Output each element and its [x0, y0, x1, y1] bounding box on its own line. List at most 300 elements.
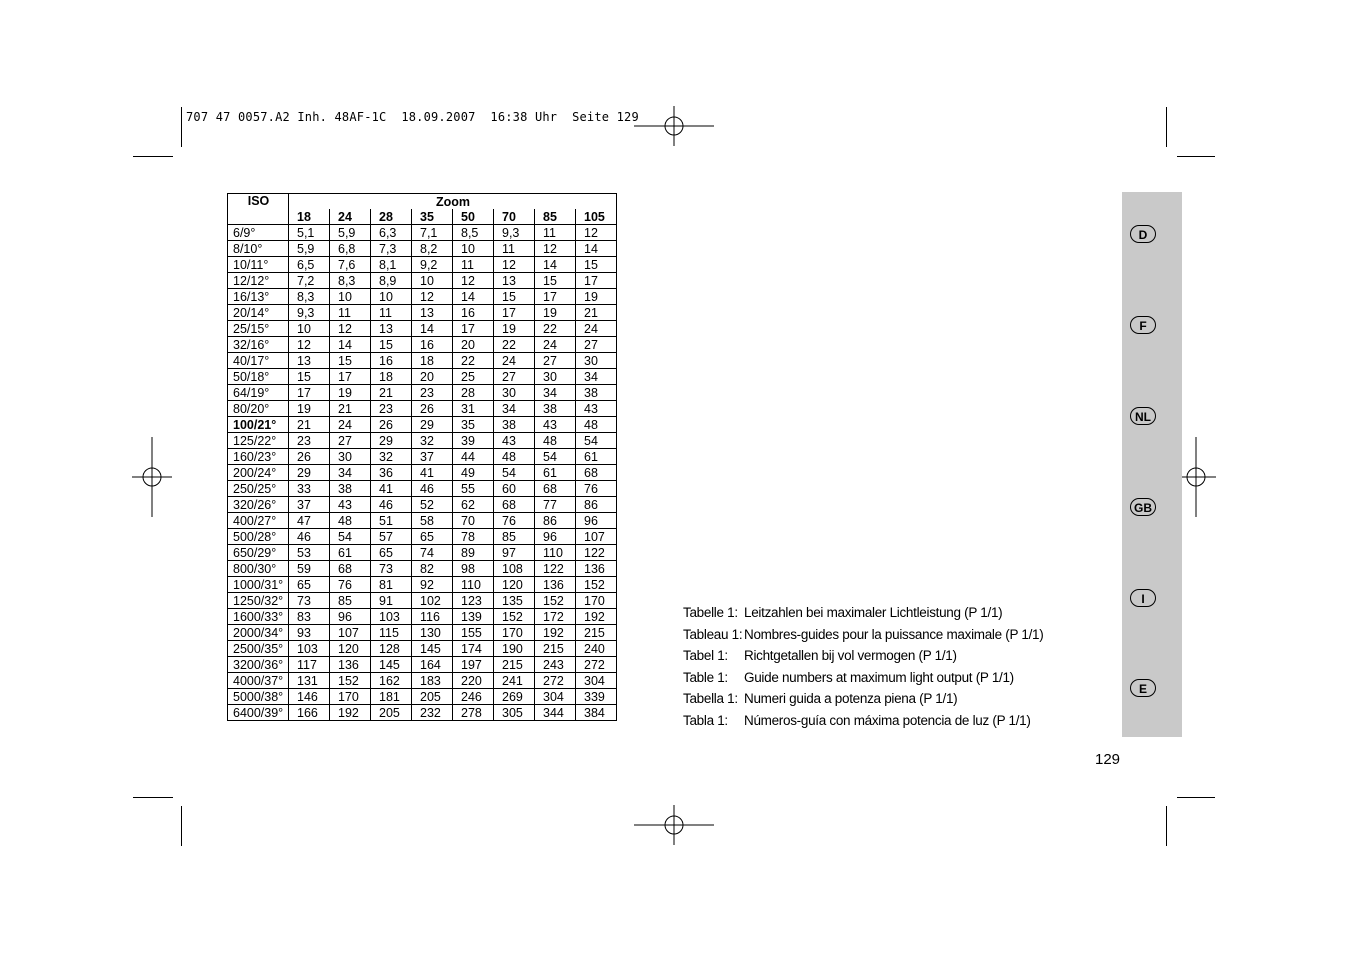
guide-number-cell: 103: [289, 641, 330, 657]
guide-number-cell: 146: [289, 689, 330, 705]
guide-number-cell: 17: [453, 321, 494, 337]
table-row: [228, 369, 617, 385]
guide-number-cell: 15: [535, 273, 576, 289]
guide-number-cell: 22: [453, 353, 494, 369]
guide-number-cell: 192: [576, 609, 617, 625]
table-row: [228, 529, 617, 545]
caption-line: [683, 624, 1043, 646]
crop-mark: [133, 797, 173, 798]
guide-number-cell: 14: [453, 289, 494, 305]
caption-line: [683, 688, 1043, 710]
guide-number-cell: 174: [453, 641, 494, 657]
guide-number-cell: 11: [330, 305, 371, 321]
guide-number-cell: 49: [453, 465, 494, 481]
guide-number-cell: 8,1: [371, 257, 412, 273]
guide-number-cell: 62: [453, 497, 494, 513]
guide-number-cell: 21: [330, 401, 371, 417]
guide-number-cell: 11: [494, 241, 535, 257]
guide-number-cell: 27: [494, 369, 535, 385]
guide-number-cell: 29: [371, 433, 412, 449]
guide-number-cell: 117: [289, 657, 330, 673]
registration-mark-icon: [132, 437, 172, 517]
guide-number-cell: 96: [535, 529, 576, 545]
table-row: [228, 241, 617, 257]
iso-cell: 32/16°: [228, 337, 289, 353]
iso-cell: 20/14°: [228, 305, 289, 321]
guide-number-cell: 55: [453, 481, 494, 497]
guide-number-cell: 51: [371, 513, 412, 529]
language-badge-i: I: [1130, 589, 1156, 607]
guide-number-cell: 152: [576, 577, 617, 593]
guide-number-cell: 37: [412, 449, 453, 465]
guide-number-cell: 9,2: [412, 257, 453, 273]
guide-number-cell: 205: [371, 705, 412, 721]
guide-number-cell: 83: [289, 609, 330, 625]
guide-number-cell: 76: [494, 513, 535, 529]
guide-number-cell: 68: [535, 481, 576, 497]
guide-number-cell: 305: [494, 705, 535, 721]
table-row: [228, 657, 617, 673]
guide-number-cell: 166: [289, 705, 330, 721]
guide-number-cell: 46: [289, 529, 330, 545]
guide-number-cell: 21: [576, 305, 617, 321]
guide-number-cell: 272: [576, 657, 617, 673]
guide-number-cell: 15: [330, 353, 371, 369]
guide-number-cell: 68: [494, 497, 535, 513]
guide-number-cell: 32: [412, 433, 453, 449]
guide-number-cell: 8,3: [289, 289, 330, 305]
guide-number-cell: 8,5: [453, 225, 494, 241]
zoom-value: 28: [371, 209, 412, 225]
guide-number-cell: 183: [412, 673, 453, 689]
iso-cell: 1250/32°: [228, 593, 289, 609]
guide-number-cell: 11: [371, 305, 412, 321]
guide-number-cell: 10: [289, 321, 330, 337]
guide-number-cell: 30: [535, 369, 576, 385]
guide-number-cell: 243: [535, 657, 576, 673]
guide-number-cell: 8,2: [412, 241, 453, 257]
guide-number-cell: 131: [289, 673, 330, 689]
guide-number-cell: 85: [494, 529, 535, 545]
guide-number-cell: 12: [289, 337, 330, 353]
guide-number-cell: 34: [330, 465, 371, 481]
zoom-value: 85: [535, 209, 576, 225]
guide-number-cell: 43: [494, 433, 535, 449]
guide-number-cell: 145: [371, 657, 412, 673]
guide-number-cell: 23: [371, 401, 412, 417]
caption-text: Números-guía con máxima potencia de luz (P 1/1): [744, 712, 1031, 728]
registration-mark-icon: [634, 106, 714, 146]
guide-number-table: [227, 193, 617, 721]
iso-cell: 2500/35°: [228, 641, 289, 657]
caption-line: [683, 667, 1043, 689]
page-number: 129: [1095, 751, 1121, 768]
guide-number-cell: 12: [576, 225, 617, 241]
table-row: [228, 545, 617, 561]
guide-number-cell: 54: [535, 449, 576, 465]
guide-number-cell: 155: [453, 625, 494, 641]
guide-number-cell: 34: [494, 401, 535, 417]
iso-cell: 25/15°: [228, 321, 289, 337]
caption-label: Tabella 1:: [683, 691, 738, 706]
guide-number-cell: 36: [371, 465, 412, 481]
guide-number-cell: 192: [535, 625, 576, 641]
language-badge-nl: NL: [1130, 407, 1156, 425]
guide-number-cell: 27: [535, 353, 576, 369]
guide-number-cell: 22: [535, 321, 576, 337]
guide-number-cell: 384: [576, 705, 617, 721]
guide-number-cell: 38: [330, 481, 371, 497]
guide-number-cell: 37: [289, 497, 330, 513]
table-row: [228, 577, 617, 593]
guide-number-cell: 35: [453, 417, 494, 433]
guide-number-cell: 120: [494, 577, 535, 593]
guide-number-cell: 6,8: [330, 241, 371, 257]
guide-number-cell: 11: [535, 225, 576, 241]
guide-number-cell: 192: [330, 705, 371, 721]
caption-text: Guide numbers at maximum light output (P 1/1): [744, 669, 1014, 685]
guide-number-cell: 107: [576, 529, 617, 545]
registration-mark-icon: [634, 805, 714, 845]
table-row: [228, 273, 617, 289]
caption-line: [683, 710, 1043, 732]
guide-number-cell: 304: [535, 689, 576, 705]
guide-number-cell: 93: [289, 625, 330, 641]
guide-number-cell: 58: [412, 513, 453, 529]
guide-number-cell: 97: [494, 545, 535, 561]
guide-number-cell: 136: [330, 657, 371, 673]
guide-number-cell: 17: [289, 385, 330, 401]
table-row: [228, 433, 617, 449]
guide-number-cell: 30: [494, 385, 535, 401]
guide-number-cell: 41: [412, 465, 453, 481]
guide-number-cell: 38: [494, 417, 535, 433]
guide-number-cell: 304: [576, 673, 617, 689]
iso-cell: 125/22°: [228, 433, 289, 449]
guide-number-cell: 96: [576, 513, 617, 529]
guide-number-cell: 152: [494, 609, 535, 625]
crop-mark: [181, 107, 182, 147]
guide-number-cell: 123: [453, 593, 494, 609]
iso-cell: 40/17°: [228, 353, 289, 369]
iso-cell: 250/25°: [228, 481, 289, 497]
guide-number-cell: 15: [576, 257, 617, 273]
iso-cell: 160/23°: [228, 449, 289, 465]
caption-label: Tabelle 1:: [683, 605, 738, 620]
guide-number-cell: 5,9: [289, 241, 330, 257]
guide-number-cell: 278: [453, 705, 494, 721]
guide-number-cell: 61: [535, 465, 576, 481]
iso-cell: 3200/36°: [228, 657, 289, 673]
guide-number-cell: 19: [330, 385, 371, 401]
guide-number-cell: 82: [412, 561, 453, 577]
guide-number-cell: 128: [371, 641, 412, 657]
guide-number-cell: 14: [576, 241, 617, 257]
guide-number-cell: 31: [453, 401, 494, 417]
guide-number-cell: 339: [576, 689, 617, 705]
guide-number-cell: 22: [494, 337, 535, 353]
table-row: [228, 593, 617, 609]
guide-number-cell: 76: [576, 481, 617, 497]
guide-number-cell: 232: [412, 705, 453, 721]
guide-number-cell: 17: [330, 369, 371, 385]
guide-number-cell: 65: [289, 577, 330, 593]
iso-cell: 800/30°: [228, 561, 289, 577]
guide-number-cell: 122: [576, 545, 617, 561]
guide-number-cell: 215: [576, 625, 617, 641]
guide-number-cell: 205: [412, 689, 453, 705]
guide-number-cell: 13: [412, 305, 453, 321]
guide-number-cell: 34: [576, 369, 617, 385]
table-row: [228, 225, 617, 241]
guide-number-cell: 12: [453, 273, 494, 289]
table-row: [228, 257, 617, 273]
guide-number-cell: 10: [453, 241, 494, 257]
guide-number-cell: 19: [494, 321, 535, 337]
guide-number-cell: 39: [453, 433, 494, 449]
guide-number-cell: 17: [576, 273, 617, 289]
table-captions: [683, 602, 1043, 731]
caption-text: Numeri guida a potenza piena (P 1/1): [744, 691, 958, 706]
guide-number-cell: 61: [330, 545, 371, 561]
guide-number-cell: 23: [289, 433, 330, 449]
guide-number-cell: 6,3: [371, 225, 412, 241]
guide-number-cell: 6,5: [289, 257, 330, 273]
guide-number-cell: 7,1: [412, 225, 453, 241]
guide-number-cell: 15: [371, 337, 412, 353]
language-badge-e: E: [1130, 679, 1156, 697]
table-row: [228, 449, 617, 465]
iso-cell: 12/12°: [228, 273, 289, 289]
iso-cell: 200/24°: [228, 465, 289, 481]
guide-number-cell: 130: [412, 625, 453, 641]
iso-cell: 400/27°: [228, 513, 289, 529]
guide-number-cell: 246: [453, 689, 494, 705]
guide-number-cell: 16: [412, 337, 453, 353]
table-row: [228, 641, 617, 657]
guide-number-cell: 272: [535, 673, 576, 689]
zoom-value: 70: [494, 209, 535, 225]
guide-number-cell: 46: [371, 497, 412, 513]
guide-number-cell: 52: [412, 497, 453, 513]
guide-number-cell: 25: [453, 369, 494, 385]
guide-number-cell: 54: [330, 529, 371, 545]
guide-number-cell: 41: [371, 481, 412, 497]
iso-cell: 10/11°: [228, 257, 289, 273]
zoom-value: 50: [453, 209, 494, 225]
iso-cell: 64/19°: [228, 385, 289, 401]
guide-number-cell: 24: [535, 337, 576, 353]
iso-cell: 8/10°: [228, 241, 289, 257]
iso-cell: 16/13°: [228, 289, 289, 305]
guide-number-cell: 10: [371, 289, 412, 305]
table-row: [228, 673, 617, 689]
guide-number-cell: 108: [494, 561, 535, 577]
guide-number-cell: 18: [412, 353, 453, 369]
caption-text: Richtgetallen bij vol vermogen (P 1/1): [744, 648, 957, 663]
table-row: [228, 609, 617, 625]
guide-number-cell: 89: [453, 545, 494, 561]
guide-number-cell: 136: [535, 577, 576, 593]
guide-number-cell: 26: [289, 449, 330, 465]
guide-number-cell: 30: [330, 449, 371, 465]
iso-cell: 1600/33°: [228, 609, 289, 625]
iso-cell: 100/21°: [228, 417, 289, 433]
guide-number-cell: 24: [576, 321, 617, 337]
guide-number-cell: 48: [330, 513, 371, 529]
guide-number-cell: 43: [576, 401, 617, 417]
guide-number-cell: 152: [535, 593, 576, 609]
guide-number-cell: 81: [371, 577, 412, 593]
iso-cell: 500/28°: [228, 529, 289, 545]
guide-number-cell: 152: [330, 673, 371, 689]
guide-number-cell: 57: [371, 529, 412, 545]
guide-number-cell: 13: [289, 353, 330, 369]
guide-number-cell: 12: [412, 289, 453, 305]
guide-number-cell: 13: [494, 273, 535, 289]
guide-number-cell: 122: [535, 561, 576, 577]
guide-number-cell: 170: [494, 625, 535, 641]
guide-number-cell: 7,2: [289, 273, 330, 289]
crop-mark: [1177, 156, 1215, 157]
guide-number-cell: 85: [330, 593, 371, 609]
table-row: [228, 689, 617, 705]
guide-number-cell: 8,9: [371, 273, 412, 289]
guide-number-cell: 77: [535, 497, 576, 513]
guide-number-cell: 241: [494, 673, 535, 689]
guide-number-cell: 103: [371, 609, 412, 625]
guide-number-cell: 54: [576, 433, 617, 449]
guide-number-cell: 19: [289, 401, 330, 417]
guide-number-cell: 5,9: [330, 225, 371, 241]
guide-number-cell: 44: [453, 449, 494, 465]
guide-number-cell: 269: [494, 689, 535, 705]
caption-label: Table 1:: [683, 669, 728, 685]
guide-number-cell: 110: [535, 545, 576, 561]
iso-cell: 6400/39°: [228, 705, 289, 721]
guide-number-cell: 181: [371, 689, 412, 705]
table-row: [228, 337, 617, 353]
print-header: 707 47 0057.A2 Inh. 48AF-1C 18.09.2007 16:38 Uhr Seite 129: [186, 110, 639, 124]
guide-number-cell: 107: [330, 625, 371, 641]
guide-number-cell: 32: [371, 449, 412, 465]
guide-number-cell: 10: [412, 273, 453, 289]
guide-number-cell: 13: [371, 321, 412, 337]
guide-number-cell: 33: [289, 481, 330, 497]
iso-cell: 4000/37°: [228, 673, 289, 689]
guide-number-cell: 27: [576, 337, 617, 353]
zoom-value: 18: [289, 209, 330, 225]
registration-mark-icon: [1176, 437, 1216, 517]
guide-number-cell: 46: [412, 481, 453, 497]
guide-number-cell: 26: [412, 401, 453, 417]
guide-number-cell: 14: [412, 321, 453, 337]
guide-number-cell: 19: [535, 305, 576, 321]
guide-number-cell: 74: [412, 545, 453, 561]
guide-number-cell: 220: [453, 673, 494, 689]
guide-number-cell: 9,3: [289, 305, 330, 321]
guide-number-cell: 29: [412, 417, 453, 433]
guide-number-cell: 68: [576, 465, 617, 481]
iso-cell: 80/20°: [228, 401, 289, 417]
caption-label: Tableau 1:: [683, 626, 743, 642]
guide-number-cell: 170: [330, 689, 371, 705]
guide-number-cell: 34: [535, 385, 576, 401]
table-row: [228, 321, 617, 337]
guide-number-cell: 68: [330, 561, 371, 577]
iso-cell: 2000/34°: [228, 625, 289, 641]
guide-number-cell: 54: [494, 465, 535, 481]
guide-number-cell: 135: [494, 593, 535, 609]
guide-number-cell: 116: [412, 609, 453, 625]
crop-mark: [1166, 107, 1167, 147]
guide-number-cell: 120: [330, 641, 371, 657]
guide-number-cell: 76: [330, 577, 371, 593]
iso-cell: 6/9°: [228, 225, 289, 241]
guide-number-cell: 14: [535, 257, 576, 273]
table-row: [228, 289, 617, 305]
guide-number-cell: 190: [494, 641, 535, 657]
iso-cell: 50/18°: [228, 369, 289, 385]
guide-number-cell: 98: [453, 561, 494, 577]
guide-number-cell: 136: [576, 561, 617, 577]
caption-label: Tabel 1:: [683, 648, 728, 663]
language-badge-gb: GB: [1130, 498, 1156, 516]
guide-number-cell: 215: [535, 641, 576, 657]
guide-number-cell: 78: [453, 529, 494, 545]
iso-cell: 650/29°: [228, 545, 289, 561]
guide-number-cell: 48: [535, 433, 576, 449]
guide-number-cell: 65: [412, 529, 453, 545]
guide-number-cell: 115: [371, 625, 412, 641]
table-row: [228, 465, 617, 481]
guide-number-cell: 215: [494, 657, 535, 673]
iso-cell: 5000/38°: [228, 689, 289, 705]
table-row: [228, 385, 617, 401]
table-row: [228, 401, 617, 417]
caption-line: [683, 645, 1043, 667]
guide-number-cell: 59: [289, 561, 330, 577]
guide-number-cell: 14: [330, 337, 371, 353]
guide-number-cell: 24: [330, 417, 371, 433]
table-row: [228, 705, 617, 721]
guide-number-cell: 8,3: [330, 273, 371, 289]
iso-header: ISO: [228, 194, 289, 225]
guide-number-cell: 26: [371, 417, 412, 433]
guide-number-cell: 91: [371, 593, 412, 609]
table-row: [228, 305, 617, 321]
guide-number-cell: 86: [535, 513, 576, 529]
guide-number-cell: 197: [453, 657, 494, 673]
guide-number-cell: 7,3: [371, 241, 412, 257]
table-row: [228, 353, 617, 369]
iso-cell: 1000/31°: [228, 577, 289, 593]
guide-number-cell: 61: [576, 449, 617, 465]
table-row: [228, 513, 617, 529]
guide-number-cell: 12: [535, 241, 576, 257]
zoom-header: Zoom: [289, 194, 617, 210]
guide-number-cell: 17: [535, 289, 576, 305]
guide-number-cell: 9,3: [494, 225, 535, 241]
guide-number-cell: 12: [494, 257, 535, 273]
guide-number-cell: 24: [494, 353, 535, 369]
guide-number-cell: 5,1: [289, 225, 330, 241]
guide-number-cell: 139: [453, 609, 494, 625]
guide-number-cell: 53: [289, 545, 330, 561]
guide-number-cell: 7,6: [330, 257, 371, 273]
guide-number-cell: 164: [412, 657, 453, 673]
guide-number-cell: 28: [453, 385, 494, 401]
